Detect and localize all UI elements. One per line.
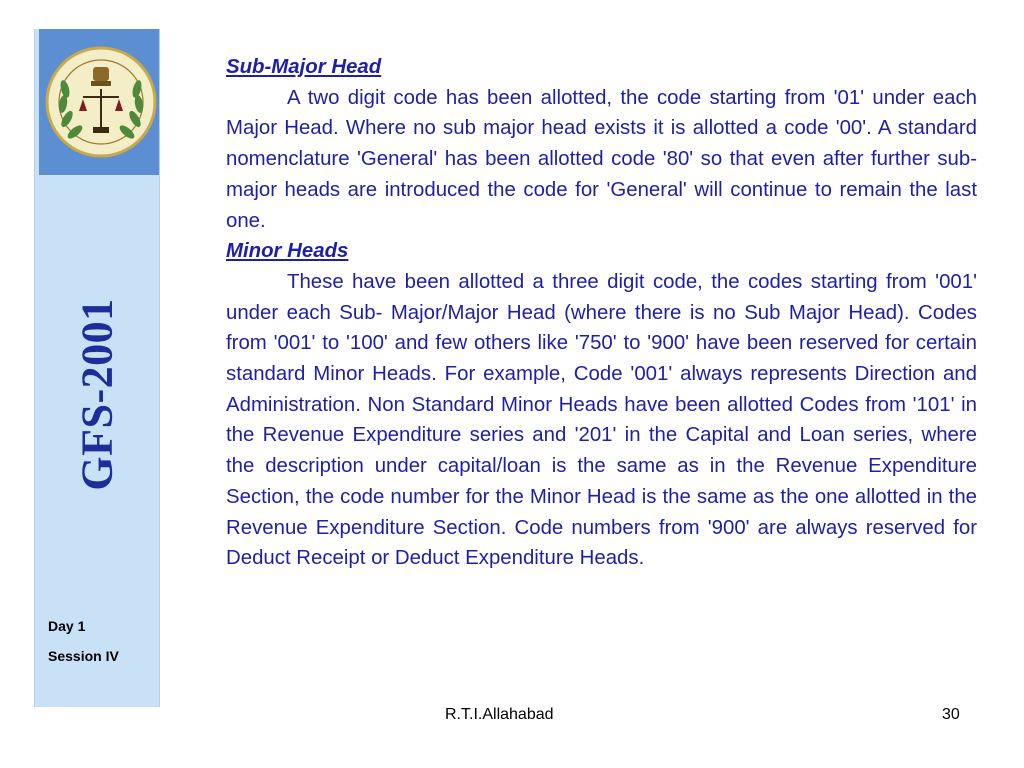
footer-source: R.T.I.Allahabad xyxy=(445,706,554,723)
day-label: Day 1 xyxy=(48,618,86,634)
emblem-logo xyxy=(39,29,159,175)
section-heading-sub-major-head: Sub-Major Head xyxy=(226,56,382,78)
session-label: Session IV xyxy=(48,648,119,664)
page-number: 30 xyxy=(942,706,960,723)
gfs-title: GFS-2001 xyxy=(72,297,122,491)
section-body-sub-major-head: A two digit code has been allotted, the code starting from '01' under each Major Head. Where no sub major head exists it is allotted a code '00'. A standard nomenclature 'General' has been allotted code '80' so that even after further sub-major heads are introduced the code for 'General' will continue to remain the last one. xyxy=(226,86,977,232)
vertical-title xyxy=(35,264,159,524)
sidebar xyxy=(34,29,160,707)
section-body-minor-heads: These have been allotted a three digit code, the codes starting from '001' under each Sub- Major/Major Head (where there is no Sub Major Head). Codes from '001' to '100' and few others like '750' to '900' have been reserved for certain standard Minor Heads. For example, Code '001' always represents Direction and Administration. Non Standard Minor Heads have been allotted Codes from '101' in the Revenue Expenditure series and '201' in the Capital and Loan series, where the description under capital/loan is the same as in the Revenue Expenditure Section, the code number for the Minor Head is the same as the one allotted in the Revenue Expenditure Section. Code numbers from '900' are always reserved for Deduct Receipt or Deduct Expenditure Heads. xyxy=(226,270,977,570)
section-heading-minor-heads: Minor Heads xyxy=(226,240,349,263)
emblem-icon xyxy=(39,29,159,175)
main-content xyxy=(226,52,977,574)
